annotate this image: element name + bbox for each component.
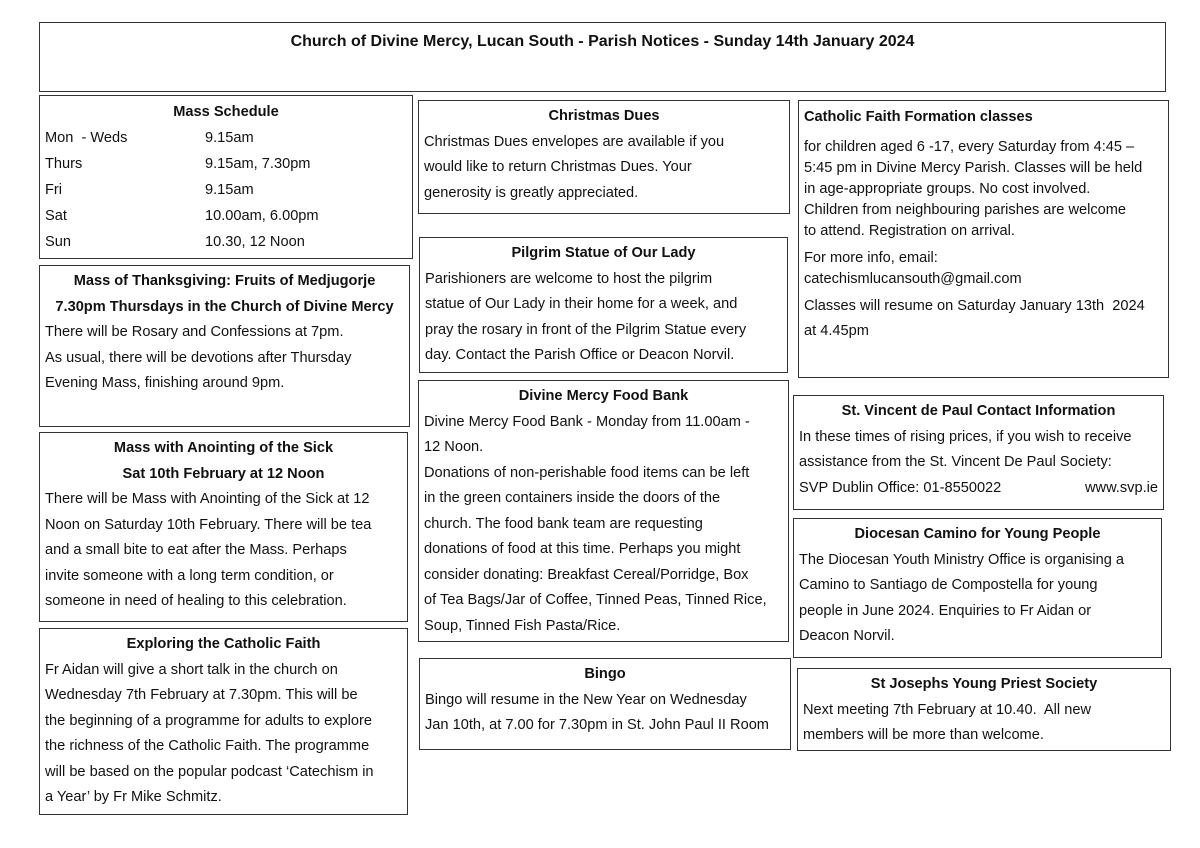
christmas-dues-heading: Christmas Dues xyxy=(548,108,660,124)
text-line: As usual, there will be devotions after Thursday xyxy=(45,349,352,366)
pilgrim-statue-heading: Pilgrim Statue of Our Lady xyxy=(511,245,696,261)
text-line: the richness of the Catholic Faith. The programme xyxy=(45,738,370,754)
mass-schedule-heading: Mass Schedule xyxy=(173,104,279,120)
text-line: assistance from the St. Vincent De Paul Society: xyxy=(799,454,1112,470)
text-line: someone in need of healing to this celebration. xyxy=(45,593,347,609)
text-line: 12 Noon. xyxy=(424,439,484,455)
exploring-faith-box xyxy=(39,628,408,815)
title-box xyxy=(39,22,1166,92)
schedule-row xyxy=(45,177,407,203)
thanksgiving-heading: Mass of Thanksgiving: Fruits of Medjugorje xyxy=(73,273,376,289)
text-line: Fr Aidan will give a short talk in the church on xyxy=(45,661,338,678)
schedule-day: Thurs xyxy=(45,156,83,172)
text-line: invite someone with a long term condition, or xyxy=(45,567,334,584)
schedule-time: 9.15am, 7.30pm xyxy=(205,156,311,172)
camino-box xyxy=(793,518,1162,658)
young-priest-heading: St Josephs Young Priest Society xyxy=(870,676,1098,692)
anointing-subheading: Sat 10th February at 12 Noon xyxy=(122,465,325,482)
faith-formation-contact xyxy=(804,248,1163,290)
text-line: Divine Mercy Food Bank - Monday from 11.00am - xyxy=(424,413,750,430)
text-line: of Tea Bags/Jar of Coffee, Tinned Peas, Tinned Rice, xyxy=(424,592,767,608)
faith-formation-heading: Catholic Faith Formation classes xyxy=(804,109,1033,125)
contact-email: catechismlucansouth@gmail.com xyxy=(804,270,1022,287)
schedule-time: 9.15am xyxy=(205,130,254,146)
schedule-time: 10.00am, 6.00pm xyxy=(205,208,319,224)
text-line: in the green containers inside the doors of the xyxy=(424,490,721,506)
text-line: Noon on Saturday 10th February. There will be tea xyxy=(45,516,372,533)
text-line: donations of food at this time. Perhaps you might xyxy=(424,541,741,557)
anointing-heading: Mass with Anointing of the Sick xyxy=(113,440,334,456)
text-line: For more info, email: xyxy=(804,249,938,266)
text-line: There will be Rosary and Confessions at 7pm. xyxy=(45,324,344,340)
text-line: in age-appropriate groups. No cost involved. xyxy=(804,180,1091,197)
text-line: Christmas Dues envelopes are available if you xyxy=(424,133,725,150)
text-line: people in June 2024. Enquiries to Fr Aidan or xyxy=(799,602,1092,619)
food-bank-box xyxy=(418,380,789,642)
schedule-time: 9.15am xyxy=(205,182,254,198)
text-line: Donations of non-perishable food items can be left xyxy=(424,464,750,481)
camino-heading: Diocesan Camino for Young People xyxy=(854,526,1101,542)
text-line: Parishioners are welcome to host the pilgrim xyxy=(425,270,713,287)
schedule-row xyxy=(45,125,407,151)
schedule-row xyxy=(45,203,407,229)
exploring-faith-heading: Exploring the Catholic Faith xyxy=(126,636,321,652)
thanksgiving-box xyxy=(39,265,410,427)
text-line: would like to return Christmas Dues. Your xyxy=(424,159,692,175)
text-line: 5:45 pm in Divine Mercy Parish. Classes will be held xyxy=(804,159,1143,176)
text-line: Soup, Tinned Fish Pasta/Rice. xyxy=(424,617,621,634)
schedule-day: Sun xyxy=(45,234,71,250)
text-line: Bingo will resume in the New Year on Wednesday xyxy=(425,691,747,708)
text-line: Evening Mass, finishing around 9pm. xyxy=(45,375,285,391)
text-line: Camino to Santiago de Compostella for young xyxy=(799,577,1098,593)
christmas-dues-box xyxy=(418,100,790,214)
bingo-box xyxy=(419,658,791,750)
thanksgiving-subheading: 7.30pm Thursdays in the Church of Divine Mercy xyxy=(55,298,394,315)
schedule-day: Mon - Weds xyxy=(45,130,128,146)
text-line: at 4.45pm xyxy=(804,323,869,339)
text-line: consider donating: Breakfast Cereal/Porridge, Box xyxy=(424,566,749,583)
text-line: Next meeting 7th February at 10.40. All new xyxy=(803,701,1091,718)
text-line: The Diocesan Youth Ministry Office is organising a xyxy=(799,551,1125,568)
mass-schedule-box xyxy=(39,95,413,259)
young-priest-box xyxy=(797,668,1171,751)
pilgrim-statue-box xyxy=(419,237,788,373)
text-line: Children from neighbouring parishes are welcome xyxy=(804,201,1127,218)
text-line: the beginning of a programme for adults to explore xyxy=(45,712,372,729)
food-bank-heading: Divine Mercy Food Bank xyxy=(518,388,689,404)
schedule-time: 10.30, 12 Noon xyxy=(205,234,305,250)
text-line: generosity is greatly appreciated. xyxy=(424,184,639,201)
text-line: There will be Mass with Anointing of the Sick at 12 xyxy=(45,491,370,507)
schedule-row xyxy=(45,151,407,177)
text-line: pray the rosary in front of the Pilgrim Statue every xyxy=(425,321,747,338)
text-line: Jan 10th, at 7.00 for 7.30pm in St. John Paul II Room xyxy=(425,717,769,733)
faith-formation-details xyxy=(804,137,1163,242)
page-title: Church of Divine Mercy, Lucan South - Parish Notices - Sunday 14th January 2024 xyxy=(290,33,915,50)
faith-formation-resume xyxy=(804,294,1163,345)
svp-website: www.svp.ie xyxy=(1085,479,1158,496)
schedule-row xyxy=(45,229,407,255)
anointing-box xyxy=(39,432,408,622)
text-line: statue of Our Lady in their home for a week, and xyxy=(425,296,738,312)
text-line: Classes will resume on Saturday January 13th 2024 xyxy=(804,297,1145,314)
svp-contact-row xyxy=(799,476,1158,502)
text-line: Wednesday 7th February at 7.30pm. This will be xyxy=(45,687,358,703)
text-line: Deacon Norvil. xyxy=(799,628,895,644)
faith-formation-box xyxy=(798,100,1169,378)
text-line: will be based on the popular podcast ‘Catechism in xyxy=(45,763,374,780)
text-line: members will be more than welcome. xyxy=(803,727,1044,743)
schedule-day: Sat xyxy=(45,208,67,224)
svp-heading: St. Vincent de Paul Contact Information xyxy=(841,403,1116,419)
svp-office-phone: SVP Dublin Office: 01-8550022 xyxy=(799,479,1002,496)
text-line: In these times of rising prices, if you wish to receive xyxy=(799,428,1132,445)
text-line: and a small bite to eat after the Mass. Perhaps xyxy=(45,542,347,558)
text-line: to attend. Registration on arrival. xyxy=(804,222,1015,239)
schedule-day: Fri xyxy=(45,182,63,198)
svp-box xyxy=(793,395,1164,510)
text-line: church. The food bank team are requesting xyxy=(424,515,703,532)
text-line: for children aged 6 -17, every Saturday from 4:45 – xyxy=(804,138,1135,155)
bingo-heading: Bingo xyxy=(584,666,626,682)
text-line: a Year’ by Fr Mike Schmitz. xyxy=(45,789,222,805)
text-line: day. Contact the Parish Office or Deacon Norvil. xyxy=(425,347,735,363)
